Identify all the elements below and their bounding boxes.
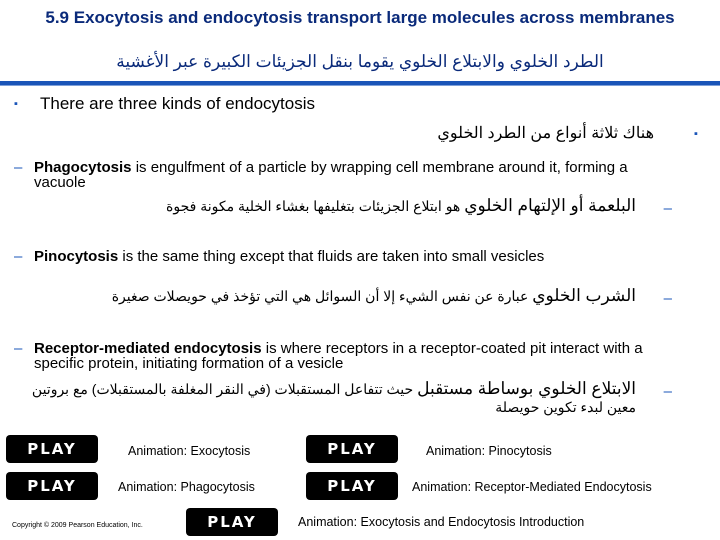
dash-icon: – xyxy=(14,248,23,265)
receptor-term: Receptor-mediated endocytosis xyxy=(34,340,262,357)
bullet-icon: ▪ xyxy=(694,128,698,140)
dash-icon: – xyxy=(14,340,23,357)
play-pinocytosis-button[interactable]: PLAY xyxy=(306,435,398,463)
slide-title-arabic: الطرد الخلوي والابتلاع الخلوي يقوما بنقل الجزيئات الكبيرة عبر الأغشية xyxy=(116,52,604,71)
receptor-text: is where receptors in a receptor-coated pit interact with a specific protein, initiating formation of a vesicle xyxy=(34,340,643,372)
receptor-term-arabic: الابتلاع الخلوي بوساطة مستقبل xyxy=(417,379,636,398)
phagocytosis-text: is engulfment of a particle by wrapping cell membrane around it, forming a vacuole xyxy=(34,159,628,191)
pinocytosis-arabic xyxy=(0,287,636,305)
pinocytosis-text-arabic: عبارة عن نفس الشيء إلا أن السوائل هي التي تؤخذ في حويصلات صغيرة xyxy=(111,288,533,304)
pinocytosis-item xyxy=(14,248,674,265)
play-receptor-button[interactable]: PLAY xyxy=(306,472,398,500)
play-phagocytosis-button[interactable]: PLAY xyxy=(6,472,98,500)
title-divider xyxy=(0,81,720,85)
play-exocytosis-button[interactable]: PLAY xyxy=(6,435,98,463)
receptor-arabic xyxy=(16,380,636,416)
receptor-text-arabic: حيث تتفاعل المستقبلات (في النقر المغلفة بالمستقبلات) مع بروتين معين لبدء تكوين حويصلة xyxy=(31,381,636,415)
pinocytosis-term: Pinocytosis xyxy=(34,248,119,265)
intro-english: There are three kinds of endocytosis xyxy=(40,94,315,113)
phagocytosis-term: Phagocytosis xyxy=(34,159,132,176)
copyright-notice: Copyright © 2009 Pearson Education, Inc. xyxy=(12,522,143,529)
phagocytosis-text-arabic: هو ابتلاع الجزيئات بتغليفها بغشاء الخلية مكونة فجوة xyxy=(166,198,465,214)
dash-icon: – xyxy=(14,159,23,176)
receptor-animation-link[interactable]: Animation: Receptor-Mediated Endocytosis xyxy=(412,480,652,494)
dash-icon: – xyxy=(663,383,672,400)
phagocytosis-term-arabic: البلعمة أو الإلتهام الخلوي xyxy=(464,196,636,215)
exocytosis-animation-link[interactable]: Animation: Exocytosis xyxy=(128,444,251,458)
phagocytosis-animation-link[interactable]: Animation: Phagocytosis xyxy=(118,480,255,494)
play-intro-button[interactable]: PLAY xyxy=(186,508,278,536)
intro-arabic: هناك ثلاثة أنواع من الطرد الخلوي xyxy=(437,125,654,142)
receptor-item xyxy=(14,340,664,372)
intro-animation-link[interactable]: Animation: Exocytosis and Endocytosis Introduction xyxy=(298,515,585,529)
phagocytosis-arabic xyxy=(0,197,636,215)
pinocytosis-animation-link[interactable]: Animation: Pinocytosis xyxy=(426,444,552,458)
phagocytosis-item xyxy=(14,159,674,191)
pinocytosis-text: is the same thing except that fluids are taken into small vesicles xyxy=(118,248,545,265)
bullet-icon: ▪ xyxy=(14,98,18,110)
dash-icon: – xyxy=(663,290,672,307)
slide-title: 5.9 Exocytosis and endocytosis transport large molecules across membranes xyxy=(45,8,675,27)
pinocytosis-term-arabic: الشرب الخلوي xyxy=(532,286,636,305)
dash-icon: – xyxy=(663,200,672,217)
